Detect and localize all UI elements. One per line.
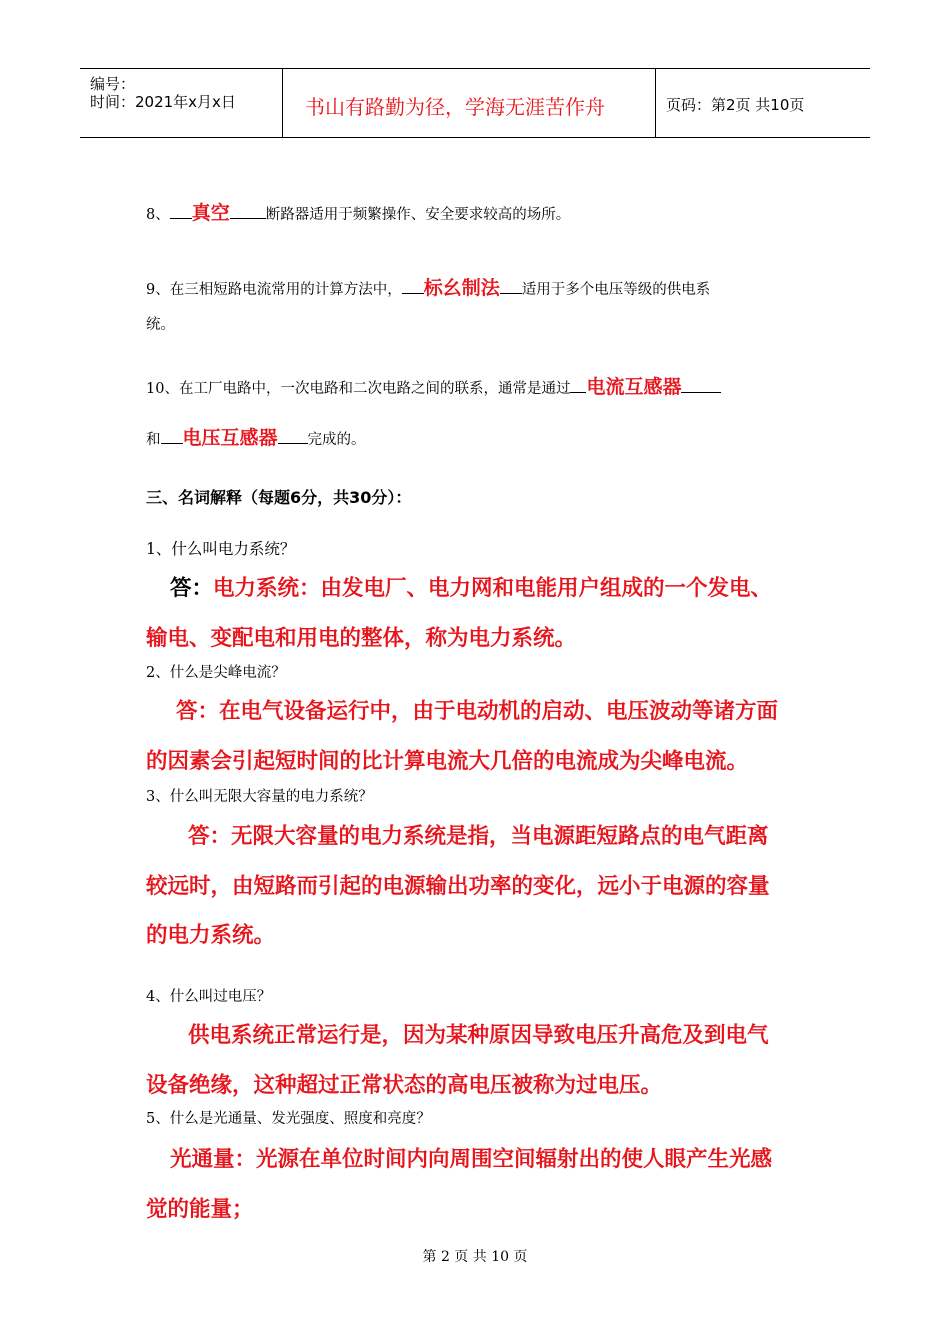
page-footer: 第 2 页 共 10 页 [422, 1249, 528, 1265]
fill-question-10 [146, 372, 721, 399]
fill-question-8 [146, 198, 570, 225]
number-label: 编号： [90, 75, 136, 93]
question-1: 1、什么叫电力系统？ [146, 540, 296, 558]
section-title: 三、名词解释（每题6分，共30分）： [146, 488, 412, 507]
answer-blank: 真空 [191, 202, 230, 224]
question-text: 断路器适用于频繁操作、安全要求较高的场所。 [265, 207, 571, 223]
time-label: 时间：2021年x月x日 [90, 93, 236, 111]
answer-3-line-3: 的电力系统。 [146, 923, 276, 948]
question-4: 4、什么叫过电压？ [146, 989, 272, 1005]
fill-question-9-cont: 统。 [146, 317, 175, 333]
answer-4-line-2: 设备绝缘，这种超过正常状态的高电压被称为过电压。 [146, 1073, 663, 1098]
header-info-cell [80, 69, 283, 137]
question-number: 10、 [146, 381, 179, 397]
fill-question-10-cont [146, 423, 366, 450]
answer-3-line-2: 较远时，由短路而引起的电源输出功率的变化，远小于电源的容量 [146, 874, 770, 899]
answer-1-line-1: 答：电力系统：由发电厂、电力网和电能用户组成的一个发电、 [170, 576, 773, 601]
answer-blank: 标幺制法 [423, 277, 500, 299]
answer-5-line-1: 光通量：光源在单位时间内向周围空间辐射出的使人眼产生光感 [170, 1147, 773, 1172]
answer-5-line-2: 觉的能量； [146, 1197, 254, 1222]
motto: 书山有路勤为径，学海无涯苦作舟 [305, 95, 605, 119]
question-text: 适用于多个电压等级的供电系 [521, 282, 711, 298]
question-5: 5、什么是光通量、发光强度、照度和亮度？ [146, 1111, 431, 1127]
answer-blank-2: 电压互感器 [182, 427, 278, 449]
answer-2-line-1: 答：在电气设备运行中，由于电动机的启动、电压波动等诸方面 [176, 699, 779, 724]
fill-question-9 [146, 273, 710, 300]
question-prefix: 在工厂电路中，一次电路和二次电路之间的联系，通常是通过 [178, 381, 571, 397]
question-mid: 和 [146, 432, 161, 448]
answer-4-line-1: 供电系统正常运行是，因为某种原因导致电压升高危及到电气 [188, 1023, 769, 1048]
header-motto-cell [283, 69, 656, 137]
page-label: 页码：第2页 共10页 [666, 96, 805, 114]
question-number: 9、 [146, 282, 170, 298]
answer-1-line-2: 输电、变配电和用电的整体，称为电力系统。 [146, 626, 577, 651]
answer-3-line-1: 答：无限大容量的电力系统是指，当电源距短路点的电气距离 [188, 824, 769, 849]
question-number: 8、 [146, 207, 170, 223]
question-3: 3、什么叫无限大容量的电力系统？ [146, 789, 373, 805]
answer-blank-1: 电流互感器 [586, 376, 682, 398]
question-2: 2、什么是尖峰电流？ [146, 665, 286, 681]
question-prefix: 在三相短路电流常用的计算方法中， [169, 282, 402, 298]
answer-1-text: 电力系统：由发电厂、电力网和电能用户组成的一个发电、 [213, 576, 773, 601]
header-page-cell [656, 69, 870, 137]
answer-2-line-2: 的因素会引起短时间的比计算电流大几倍的电流成为尖峰电流。 [146, 749, 749, 774]
question-text: 完成的。 [307, 432, 366, 448]
header-table [80, 68, 870, 138]
